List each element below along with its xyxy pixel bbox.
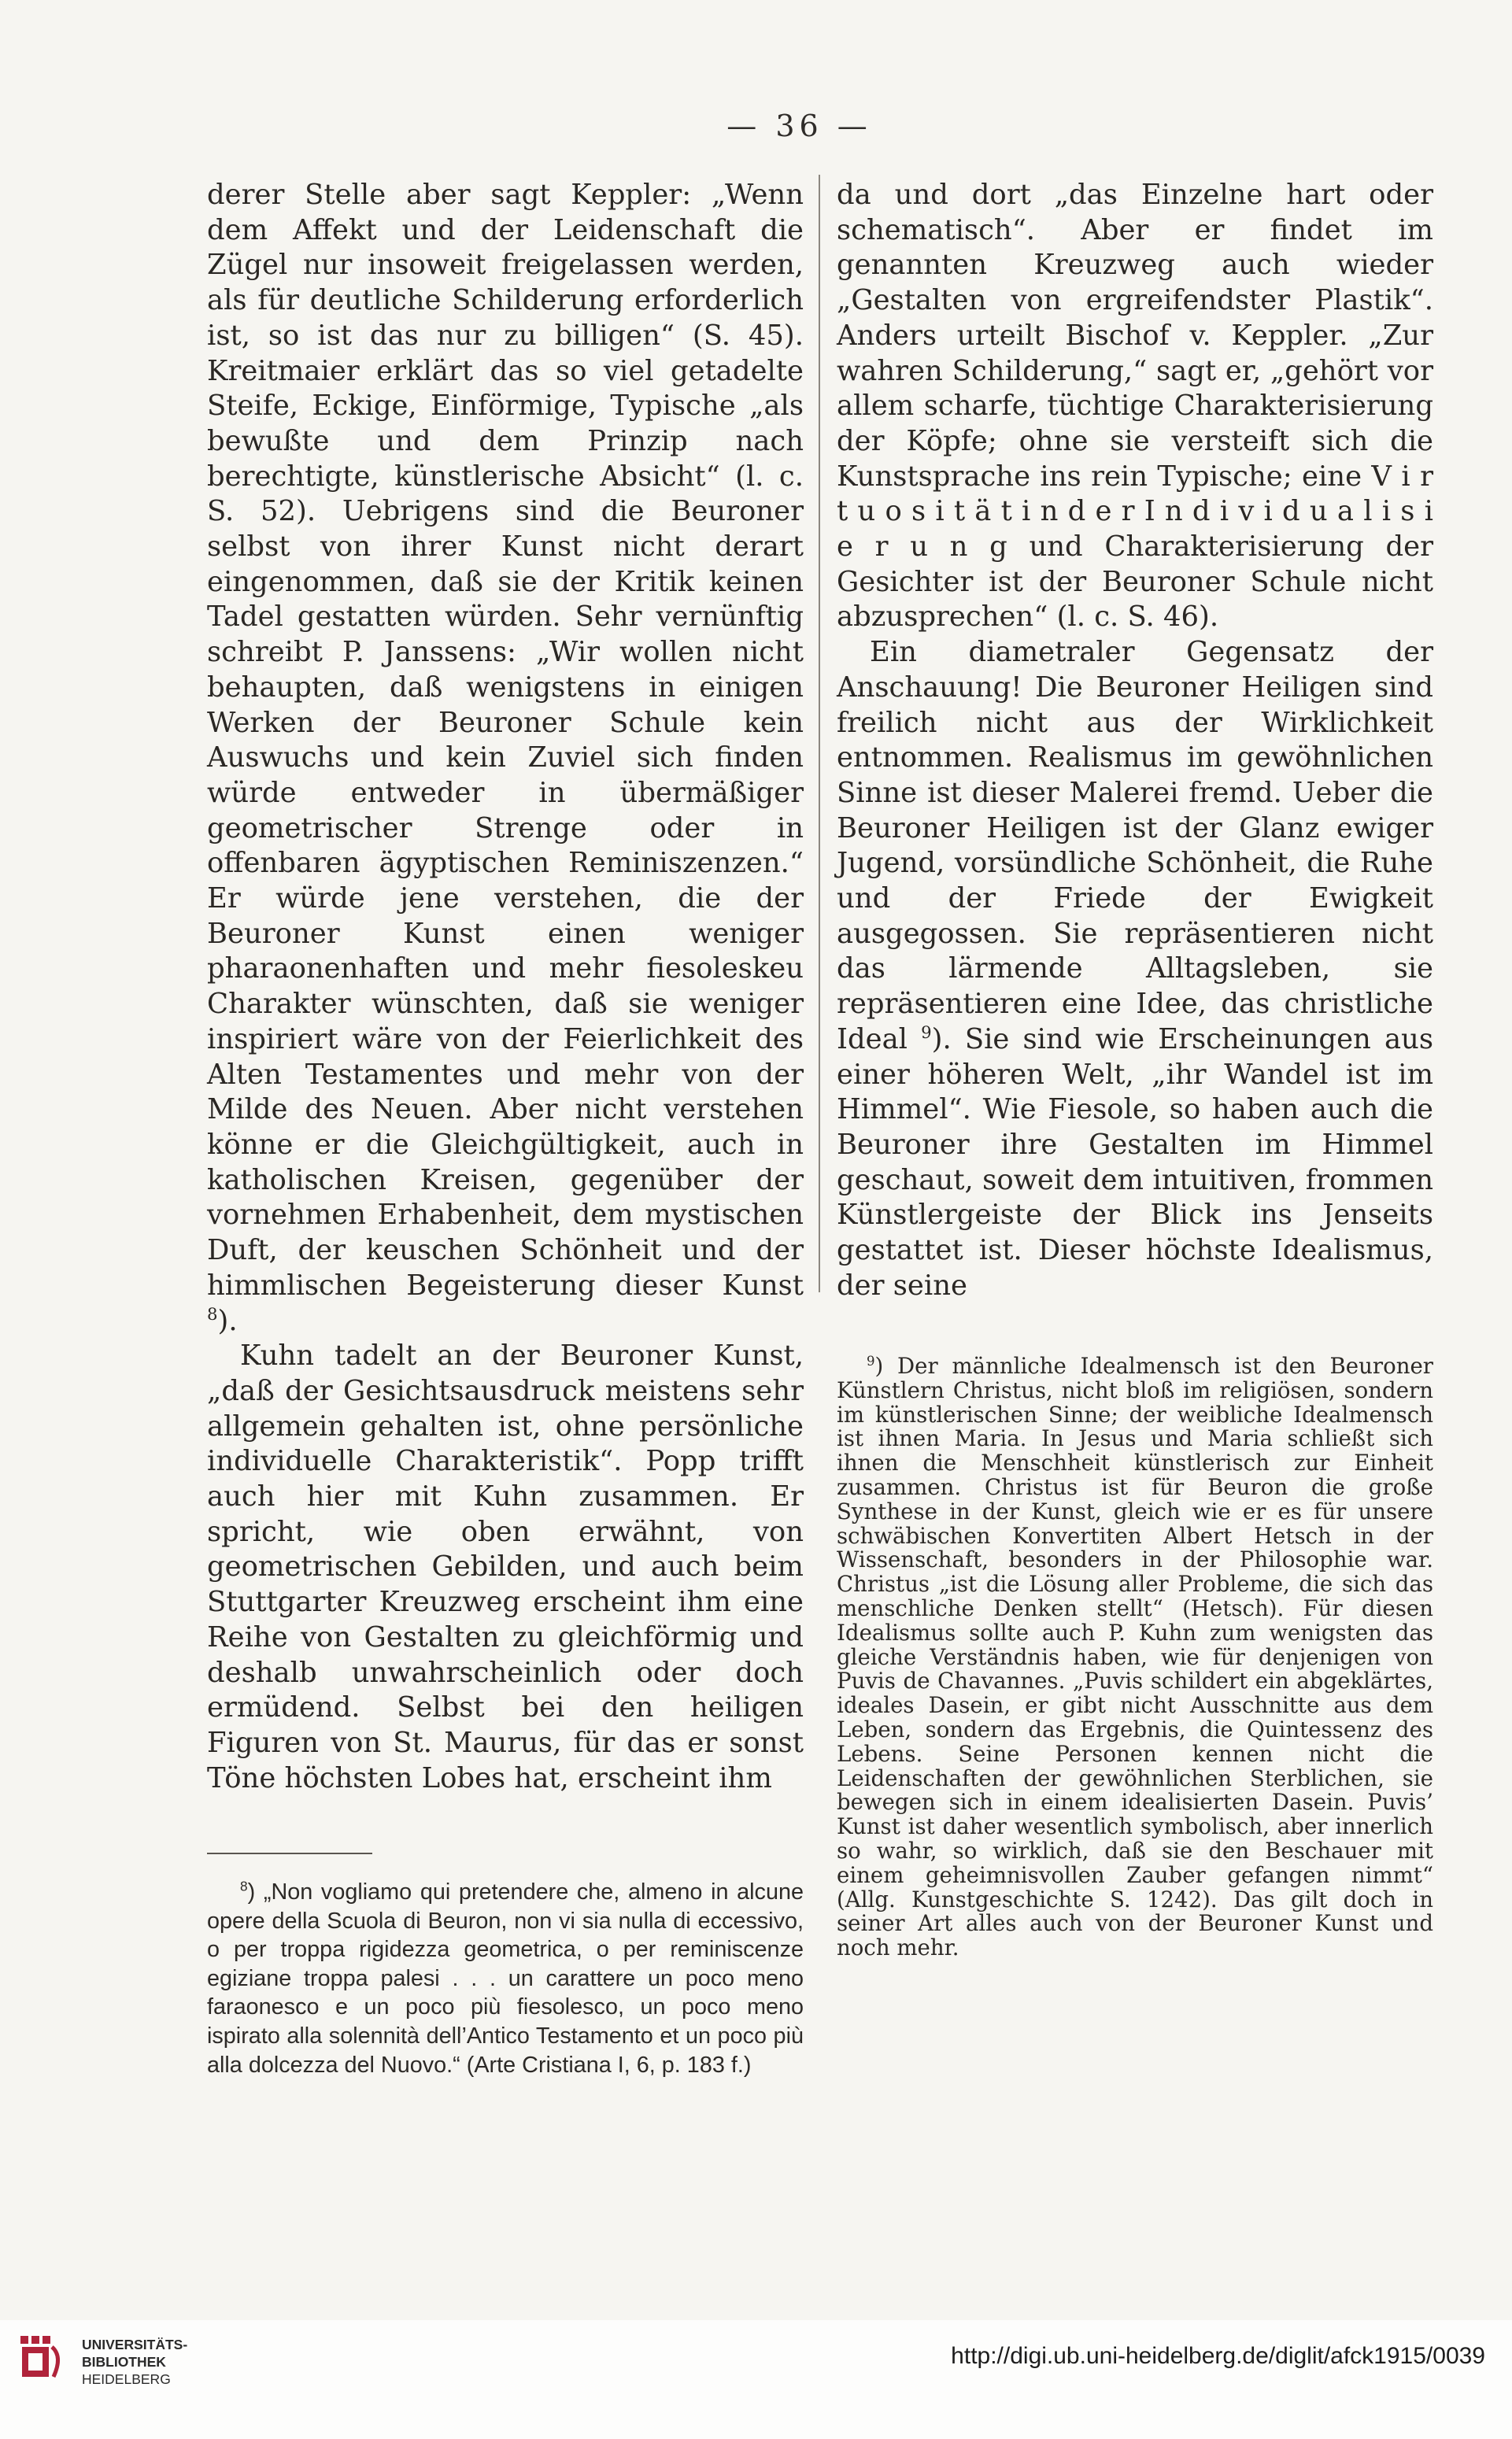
left-paragraph-2: Kuhn tadelt an der Beuroner Kunst, „daß der Gesichtsausdruck meistens sehr allgemein gehalten ist, ohne persönliche individuelle Charakteristik“. Popp trifft auch hier mit Kuhn zusammen. Er spricht, wie oben erwähnt, von geometrischen Gebilden, und auch beim Stuttgarter Kreuzweg erscheint ihm eine Reihe von Gestalten zu gleichförmig und deshalb unwahrscheinlich oder doch ermüdend. Selbst bei den heiligen Figuren von St. Maurus, für das er sonst Töne höchsten Lobes hat, erscheint ihm xyxy=(207,1340,804,1794)
footnote-9: $^9$) Der männliche Idealmensch ist den Beuroner Künstlern Christus, nicht bloß im religiösen, sondern im künstlerischen Sinne; der weibliche Idealmensch ist ihnen Maria. In Jesus und Maria schließt sich ihnen die Menschheit künstlerisch zur Einheit zusammen. Christus ist für Beuron die große Synthese in der Kunst, gleich wie er es für unsere schwäbischen Konvertiten Albert Hetsch in der Wissenschaft, besonders in der Philosophie war. Christus „ist die Lösung aller Probleme, die sich das menschliche Denken stellt“ (Hetsch). Für diesen Idealismus sollte auch P. Kuhn zum wenigsten das gleiche Verständnis haben, wie für denjenigen von Puvis de Chavannes. „Puvis schildert ein abgeklärtes, ideales Dasein, er gibt nicht Ausschnitte aus dem Leben, sondern das Ergebnis, die Quintessenz des Lebens. Seine Personen kennen nicht die Leidenschaften der gewöhnlichen Sterblichen, sie bewegen sich in einem idealisierten Dasein. Puvis’ Kunst ist daher wesentlich symbolisch, aber innerlich so wahr, so wirklich, daß sie den Beschauer mit einem geheimnisvollen Zauber gefangen nimmt“ (Allg. Kunstgeschichte S. 1242). Das gilt doch in seiner Art alles auch von der Beuroner Kunst und noch mehr. xyxy=(837,1353,1433,1961)
heidelberg-university-library-logo xyxy=(17,2333,66,2383)
library-name: UNIVERSITÄTS- BIBLIOTHEK HEIDELBERG xyxy=(82,2337,188,2387)
column-divider xyxy=(819,175,820,1292)
left-paragraph-1: derer Stelle aber sagt Keppler: „Wenn dem Affekt und der Leidenschaft die Zügel nur insoweit freigelassen werden, als für deutliche Schilderung erforderlich ist, so ist das nur zu billigen“ (S. 45). Kreitmaier erklärt das so viel getadelte Steife, Eckige, Einförmige, Typische „als bewußte und dem Prinzip nach berechtigte, künstlerische Absicht“ (l. c. S. 52). Uebrigens sind die Beuroner selbst von ihrer Kunst nicht derart eingenommen, daß sie der Kritik keinen Tadel gestatten würden. Sehr vernünftig schreibt P. Janssens: „Wir wollen nicht behaupten, daß wenigstens in einigen Werken der Beuroner Schule kein Auswuchs und kein Zuviel sich finden würde entweder in übermäßiger geometrischer Strenge oder in offenbaren ägyptischen Reminiszenzen.“ Er würde jene verstehen, die der Beuroner Kunst einen weniger pharaonenhaften und mehr fiesoleskeu Charakter wünschten, daß sie weniger inspiriert wäre von der Feierlichkeit des Alten Testamentes und mehr von der Milde des Neuen. Aber nicht verstehen könne er die Gleichgültigkeit, auch in katholischen Kreisen, gegenüber der vornehmen Erhabenheit, dem mystischen Duft, der keuschen Schönheit und der himmlischen Begeisterung dieser Kunst $^8$). xyxy=(207,179,804,1337)
page-number: — 36 — xyxy=(726,109,872,143)
right-paragraph-1: da und dort „das Einzelne hart oder schematisch“. Aber er findet im genannten Kreuzweg auch wieder „Gestalten von ergreifendster Plastik“. Anders urteilt Bischof v. Keppler. „Zur wahren Schilderung,“ sagt er, „gehört vor allem scharfe, tüchtige Charakterisierung der Köpfe; ohne sie versteift sich die Kunstsprache ins rein Typische; eine V i r t u o s i t ä t i n d e r I n d i v i d u a l i s i e r u n g und Charakterisierung der Gesichter ist der Beuroner Schule nicht abzusprechen“ (l. c. S. 46). xyxy=(837,179,1433,634)
footnote-ref-9: 9 xyxy=(921,1023,932,1044)
footnote-marker-8: 8 xyxy=(240,1878,248,1894)
right-text-column xyxy=(837,178,1433,1304)
footnote-divider xyxy=(207,1853,372,1854)
footnote-8: $^8$) „Non vogliamo qui pretendere che, almeno in alcune opere della Scuola di Beuron, non vi sia nulla di eccessivo, o per troppa rigidezza geometrica, o per reminiscenze egiziane troppa palesi . . . un carattere un poco meno faraonesco e un poco più fiesolesco, un poco meno ispirato alla solennità dell’Antico Testamento et un poco più alla dolcezza del Nuovo.“ (Arte Cristiana I, 6, p. 183 f.) xyxy=(207,1878,804,2078)
permalink-url[interactable]: http://digi.ub.uni-heidelberg.de/diglit/afck1915/0039 xyxy=(951,2343,1485,2369)
footnote-marker-9: 9 xyxy=(867,1353,875,1369)
footnote-ref-8: 8 xyxy=(207,1304,218,1325)
left-text-column xyxy=(207,178,804,1796)
right-paragraph-2: Ein diametraler Gegensatz der Anschauung! Die Beuroner Heiligen sind freilich nicht aus der Wirklichkeit entnommen. Realismus im gewöhnlichen Sinne ist dieser Malerei fremd. Ueber die Beuroner Heiligen ist der Glanz ewiger Jugend, vorsündliche Schönheit, die Ruhe und der Friede der Ewigkeit ausgegossen. Sie repräsentieren nicht das lärmende Alltagsleben, sie repräsentieren eine Idee, das christliche Ideal $^9$). Sie sind wie Erscheinungen aus einer höheren Welt, „ihr Wandel ist im Himmel“. Wie Fiesole, so haben auch die Beuroner ihre Gestalten im Himmel geschaut, soweit dem intuitiven, frommen Künstlergeiste der Blick ins Jenseits gestattet ist. Dieser höchste Idealismus, der seine xyxy=(837,636,1434,1302)
library-footer xyxy=(0,2320,1512,2439)
